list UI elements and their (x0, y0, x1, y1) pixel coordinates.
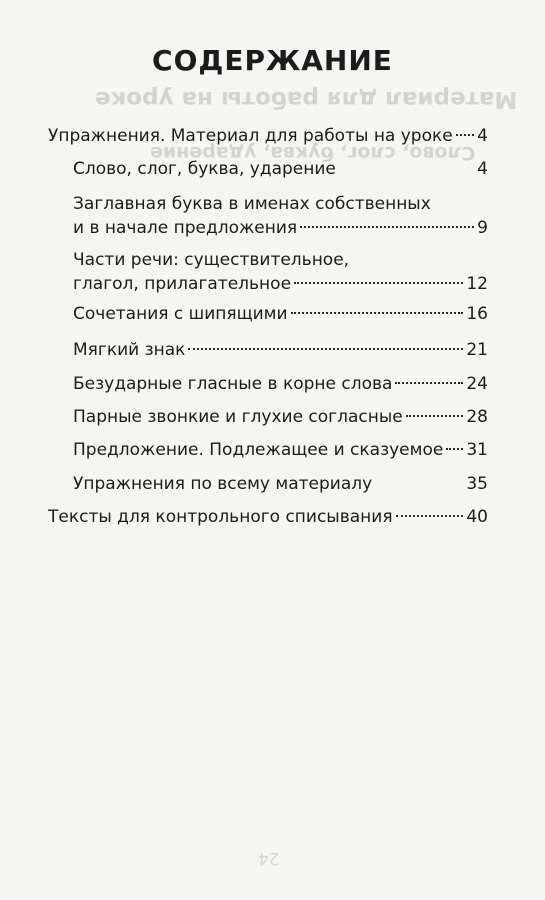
toc-entry-label: Парные звонкие и глухие согласные (73, 407, 403, 427)
toc-entry[interactable] (73, 302, 488, 326)
dot-leader (300, 226, 474, 228)
toc-entry[interactable] (73, 248, 488, 296)
dot-leader (446, 448, 463, 450)
toc-entry[interactable] (48, 124, 488, 148)
toc-page-number: 12 (466, 274, 488, 294)
dot-leader (291, 312, 464, 314)
page-title: СОДЕРЖАНИЕ (152, 44, 393, 77)
dot-leader (395, 382, 463, 384)
toc-page-number: 9 (477, 218, 488, 238)
toc-entry-label-line2: глагол, прилагательное (73, 274, 292, 294)
toc-entry[interactable] (73, 372, 488, 396)
dot-leader (456, 134, 474, 136)
toc-entry-label: Предложение. Подлежащее и сказуемое (73, 440, 444, 460)
bleed-heading-2: Слово, слог, буква, ударение (150, 142, 476, 164)
toc-entry[interactable] (73, 405, 488, 429)
toc-page-number: 28 (466, 407, 488, 427)
toc-page-number: 21 (466, 340, 488, 360)
toc-entry-label: Упражнения по всему материалу (73, 474, 373, 494)
toc-entry[interactable] (73, 472, 488, 496)
toc-page-number: 35 (466, 474, 488, 494)
toc-entry-label-line1: Заглавная буква в именах собственных (73, 194, 431, 214)
toc-page-number: 24 (466, 374, 488, 394)
toc-page-number: 16 (466, 304, 488, 324)
toc-entry-label: Безударные гласные в корне слова (73, 374, 393, 394)
toc-entry-label: Тексты для контрольного списывания (48, 507, 393, 527)
dot-leader (188, 348, 463, 350)
toc-page-number: 4 (477, 126, 488, 146)
toc-entry-label: Сочетания с шипящими (73, 304, 288, 324)
dot-leader (294, 282, 463, 284)
toc-entry-label: Мягкий знак (73, 340, 186, 360)
bleed-heading-1: Материал для работы на уроке (95, 86, 518, 112)
toc-entry[interactable] (73, 192, 488, 240)
toc-entry-label: Упражнения. Материал для работы на уроке (48, 126, 453, 146)
toc-entry-label: Слово, слог, буква, ударение (73, 159, 336, 179)
toc-page-number: 40 (466, 507, 488, 527)
toc-entry[interactable] (73, 157, 488, 181)
bleed-page-number: 24 (258, 848, 280, 868)
toc-entry[interactable] (48, 505, 488, 529)
dot-leader (406, 415, 464, 417)
toc-entry[interactable] (73, 338, 488, 362)
toc-entry-label-line2: и в начале предложения (73, 218, 298, 238)
toc-entry[interactable] (73, 438, 488, 462)
toc-page-number: 31 (466, 440, 488, 460)
toc-page-number: 4 (477, 159, 488, 179)
toc-entry-label-line1: Части речи: существительное, (73, 250, 350, 270)
dot-leader (396, 515, 464, 517)
